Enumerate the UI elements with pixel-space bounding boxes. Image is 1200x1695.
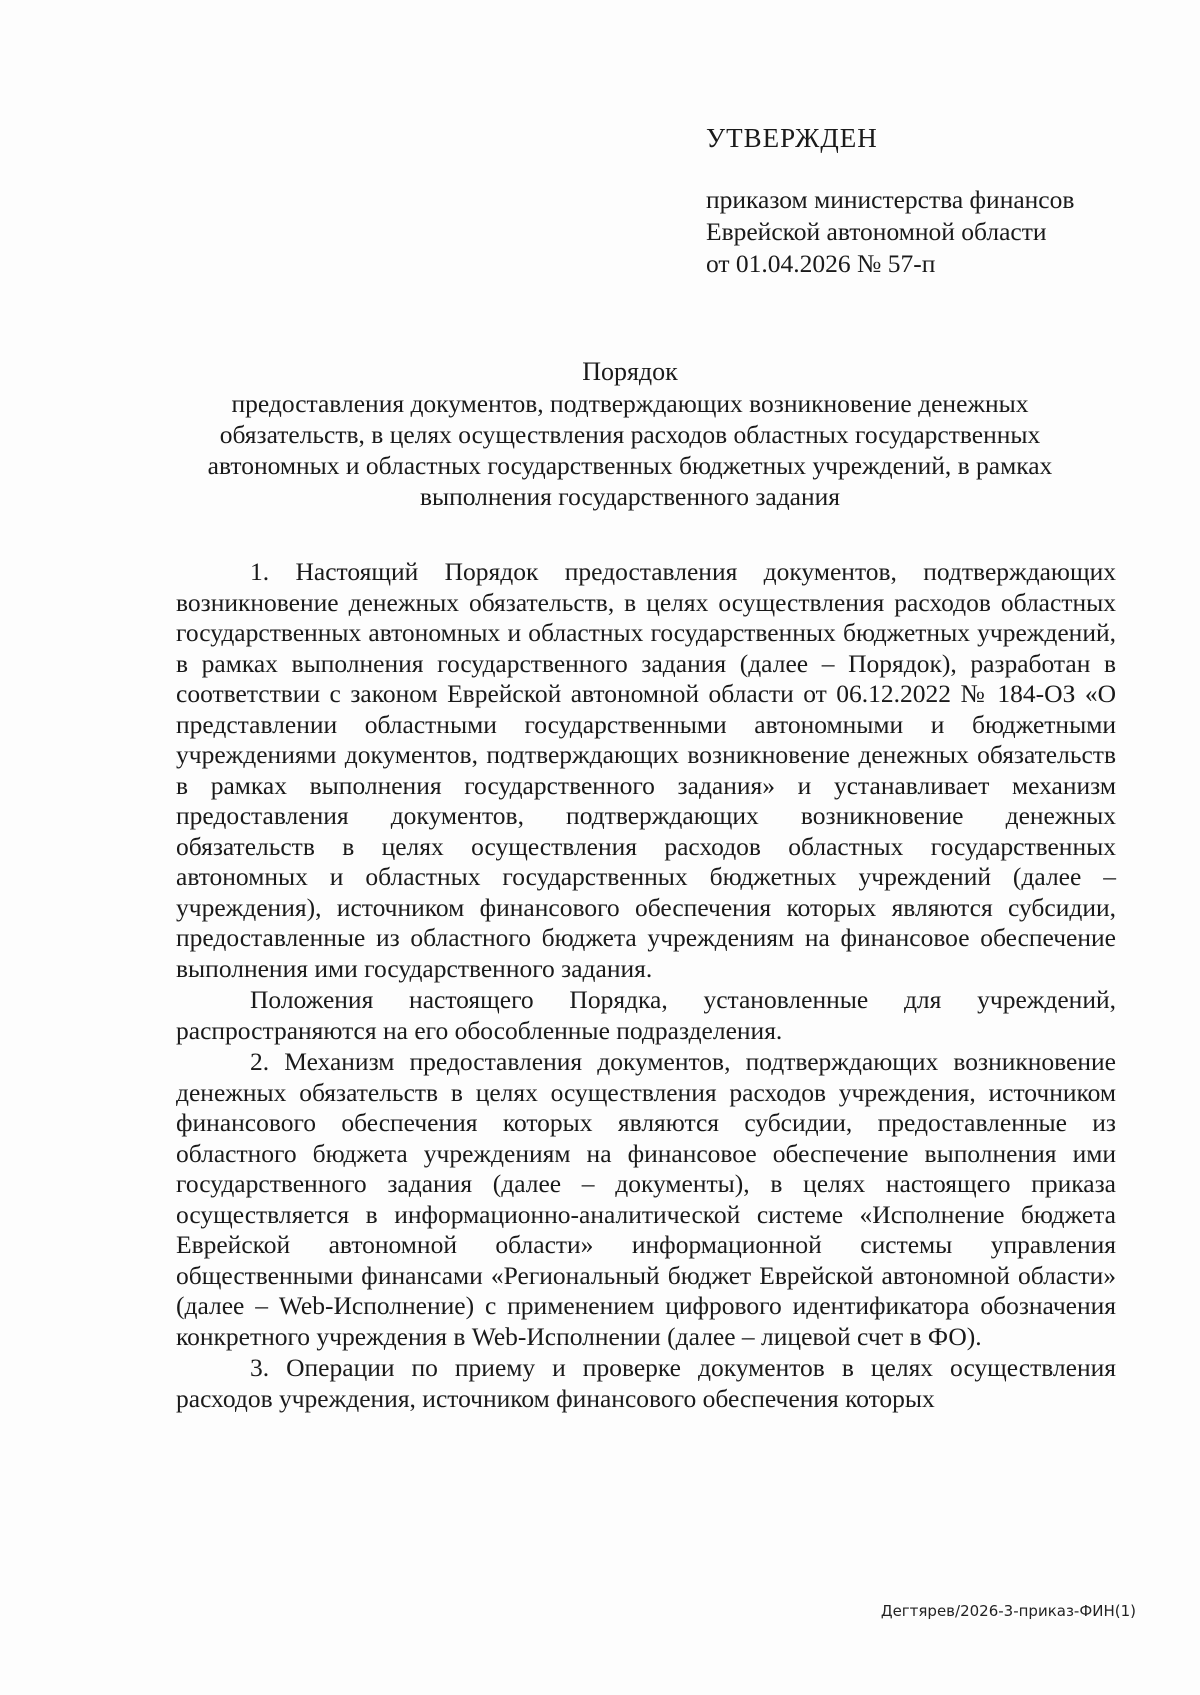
document-title-block (160, 356, 1100, 512)
document-subtitle-line: обязательств, в целях осуществления расходов областных государственных (219, 420, 1041, 449)
approval-line: приказом министерства финансов (706, 185, 1075, 214)
document-subtitle-line: автономных и областных государственных бюджетных учреждений, в рамках (207, 451, 1053, 480)
approval-date-line: от 01.04.2026 № 57-п (706, 249, 936, 278)
paragraph-1-note: Положения настоящего Порядка, установленные для учреждений, распространяются на его обособленные подразделения. (176, 985, 1116, 1045)
paragraph-2: 2. Механизм предоставления документов, подтверждающих возникновение денежных обязательств в целях осуществления расходов учреждения, источником финансового обеспечения которых являются субсидии, предоставленные из областного бюджета учреждениям на финансовое обеспечение выполнения ими государственного задания (далее – документы), в целях настоящего приказа осуществляется в информационно-аналитической системе «Исполнение бюджета Еврейской автономной области» информационной системы управления общественными финансами «Региональный бюджет Еврейской автономной области» (далее – Web-Исполнение) с применением цифрового идентификатора обозначения конкретного учреждения в Web-Исполнении (далее – лицевой счет в ФО). (176, 1047, 1116, 1351)
approval-stamp-block (706, 122, 1146, 280)
approval-line: Еврейской автономной области (706, 217, 1047, 246)
approved-heading: УТВЕРЖДЕН (706, 123, 878, 153)
document-title: Порядок (582, 357, 678, 386)
document-body (176, 557, 1116, 1414)
document-footer-reference: Дегтярев/2026-3-приказ-ФИН(1) (880, 1602, 1136, 1620)
paragraph-1: 1. Настоящий Порядок предоставления документов, подтверждающих возникновение денежных обязательств, в целях осуществления расходов областных государственных автономных и областных государственных бюджетных учреждений, в рамках выполнения государственного задания (далее – Порядок), разработан в соответствии с законом Еврейской автономной области от 06.12.2022 № 184-ОЗ «О представлении областными государственными автономными и бюджетными учреждениями документов, подтверждающих возникновение денежных обязательств в рамках выполнения государственного задания» и устанавливает механизм предоставления документов, подтверждающих возникновение денежных обязательств в целях осуществления расходов областных государственных автономных и областных государственных бюджетных учреждений (далее – учреждения), источником финансового обеспечения которых являются субсидии, предоставленные из областного бюджета учреждениям на финансовое обеспечение выполнения ими государственного задания. (176, 557, 1116, 983)
paragraph-3: 3. Операции по приему и проверке документов в целях осуществления расходов учреждения, источником финансового обеспечения которых (176, 1353, 1116, 1413)
document-subtitle-line: предоставления документов, подтверждающих возникновение денежных (231, 389, 1029, 418)
document-subtitle-line: выполнения государственного задания (419, 482, 841, 511)
